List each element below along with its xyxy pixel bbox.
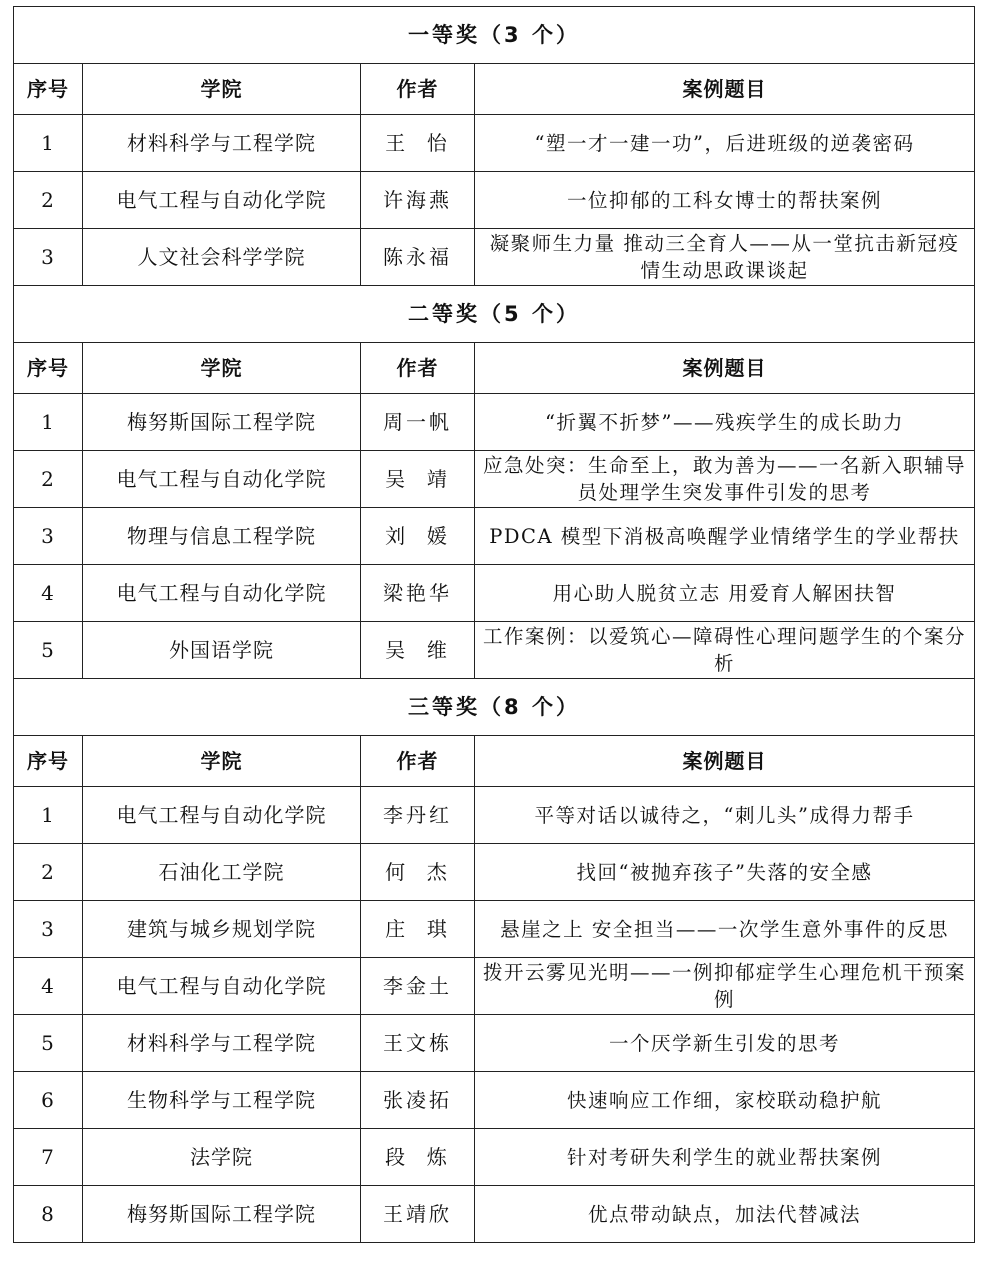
row-index: 5 <box>14 1015 83 1072</box>
row-college: 材料科学与工程学院 <box>83 1015 361 1072</box>
row-author: 庄 琪 <box>361 901 475 958</box>
header-title: 案例题目 <box>475 64 975 115</box>
table-row <box>14 622 975 679</box>
row-college: 梅努斯国际工程学院 <box>83 1186 361 1243</box>
section-heading-row <box>14 679 975 736</box>
row-author: 吴 靖 <box>361 451 475 508</box>
column-header-row <box>14 64 975 115</box>
header-college: 学院 <box>83 736 361 787</box>
row-title: 工作案例：以爱筑心—障碍性心理问题学生的个案分析 <box>475 622 975 679</box>
table-row <box>14 1186 975 1243</box>
row-title: 用心助人脱贫立志 用爱育人解困扶智 <box>475 565 975 622</box>
row-index: 2 <box>14 451 83 508</box>
row-author: 许海燕 <box>361 172 475 229</box>
row-college: 电气工程与自动化学院 <box>83 958 361 1015</box>
row-index: 3 <box>14 229 83 286</box>
table-row <box>14 787 975 844</box>
table-row <box>14 394 975 451</box>
header-college: 学院 <box>83 343 361 394</box>
row-index: 1 <box>14 787 83 844</box>
row-title: PDCA 模型下消极高唤醒学业情绪学生的学业帮扶 <box>475 508 975 565</box>
row-college: 电气工程与自动化学院 <box>83 565 361 622</box>
row-index: 4 <box>14 958 83 1015</box>
header-index: 序号 <box>14 64 83 115</box>
row-title: 凝聚师生力量 推动三全育人——从一堂抗击新冠疫情生动思政课谈起 <box>475 229 975 286</box>
row-title: 针对考研失利学生的就业帮扶案例 <box>475 1129 975 1186</box>
row-college: 人文社会科学学院 <box>83 229 361 286</box>
awards-table <box>13 6 975 1243</box>
row-college: 物理与信息工程学院 <box>83 508 361 565</box>
row-index: 8 <box>14 1186 83 1243</box>
header-title: 案例题目 <box>475 343 975 394</box>
table-row <box>14 451 975 508</box>
column-header-row <box>14 736 975 787</box>
row-author: 吴 维 <box>361 622 475 679</box>
row-title: 优点带动缺点，加法代替减法 <box>475 1186 975 1243</box>
row-author: 李丹红 <box>361 787 475 844</box>
table-row <box>14 1015 975 1072</box>
row-index: 6 <box>14 1072 83 1129</box>
row-title: 拨开云雾见光明——一例抑郁症学生心理危机干预案例 <box>475 958 975 1015</box>
table-row <box>14 1072 975 1129</box>
row-college: 石油化工学院 <box>83 844 361 901</box>
row-author: 王文栋 <box>361 1015 475 1072</box>
row-index: 3 <box>14 508 83 565</box>
row-title: 平等对话以诚待之，“刺儿头”成得力帮手 <box>475 787 975 844</box>
section-heading: 三等奖（8 个） <box>14 679 975 736</box>
header-author: 作者 <box>361 343 475 394</box>
row-college: 电气工程与自动化学院 <box>83 451 361 508</box>
row-index: 5 <box>14 622 83 679</box>
row-index: 1 <box>14 115 83 172</box>
row-author: 何 杰 <box>361 844 475 901</box>
section-heading-row <box>14 7 975 64</box>
row-index: 1 <box>14 394 83 451</box>
row-author: 张凌拓 <box>361 1072 475 1129</box>
row-title: 快速响应工作细，家校联动稳护航 <box>475 1072 975 1129</box>
row-college: 外国语学院 <box>83 622 361 679</box>
table-row <box>14 229 975 286</box>
header-college: 学院 <box>83 64 361 115</box>
row-author: 刘 媛 <box>361 508 475 565</box>
row-author: 陈永福 <box>361 229 475 286</box>
awards-document <box>13 6 974 1243</box>
header-index: 序号 <box>14 343 83 394</box>
row-index: 4 <box>14 565 83 622</box>
table-row <box>14 958 975 1015</box>
row-title: 找回“被抛弃孩子”失落的安全感 <box>475 844 975 901</box>
row-college: 梅努斯国际工程学院 <box>83 394 361 451</box>
row-title: “塑一才一建一功”，后进班级的逆袭密码 <box>475 115 975 172</box>
row-college: 电气工程与自动化学院 <box>83 172 361 229</box>
awards-table-body <box>14 7 975 1243</box>
header-title: 案例题目 <box>475 736 975 787</box>
section-heading-row <box>14 286 975 343</box>
table-row <box>14 1129 975 1186</box>
section-heading: 一等奖（3 个） <box>14 7 975 64</box>
row-college: 电气工程与自动化学院 <box>83 787 361 844</box>
row-author: 王 怡 <box>361 115 475 172</box>
row-index: 2 <box>14 172 83 229</box>
table-row <box>14 115 975 172</box>
table-row <box>14 844 975 901</box>
row-title: 应急处突：生命至上，敢为善为——一名新入职辅导员处理学生突发事件引发的思考 <box>475 451 975 508</box>
row-author: 梁艳华 <box>361 565 475 622</box>
row-author: 周一帆 <box>361 394 475 451</box>
row-college: 建筑与城乡规划学院 <box>83 901 361 958</box>
row-title: 一个厌学新生引发的思考 <box>475 1015 975 1072</box>
table-row <box>14 172 975 229</box>
table-row <box>14 508 975 565</box>
row-index: 7 <box>14 1129 83 1186</box>
header-author: 作者 <box>361 736 475 787</box>
row-index: 3 <box>14 901 83 958</box>
row-author: 王靖欣 <box>361 1186 475 1243</box>
table-row <box>14 901 975 958</box>
section-heading: 二等奖（5 个） <box>14 286 975 343</box>
row-author: 段 炼 <box>361 1129 475 1186</box>
row-college: 材料科学与工程学院 <box>83 115 361 172</box>
row-title: 悬崖之上 安全担当——一次学生意外事件的反思 <box>475 901 975 958</box>
column-header-row <box>14 343 975 394</box>
row-college: 法学院 <box>83 1129 361 1186</box>
table-row <box>14 565 975 622</box>
row-author: 李金土 <box>361 958 475 1015</box>
header-index: 序号 <box>14 736 83 787</box>
row-title: 一位抑郁的工科女博士的帮扶案例 <box>475 172 975 229</box>
row-college: 生物科学与工程学院 <box>83 1072 361 1129</box>
row-title: “折翼不折梦”——残疾学生的成长助力 <box>475 394 975 451</box>
row-index: 2 <box>14 844 83 901</box>
header-author: 作者 <box>361 64 475 115</box>
